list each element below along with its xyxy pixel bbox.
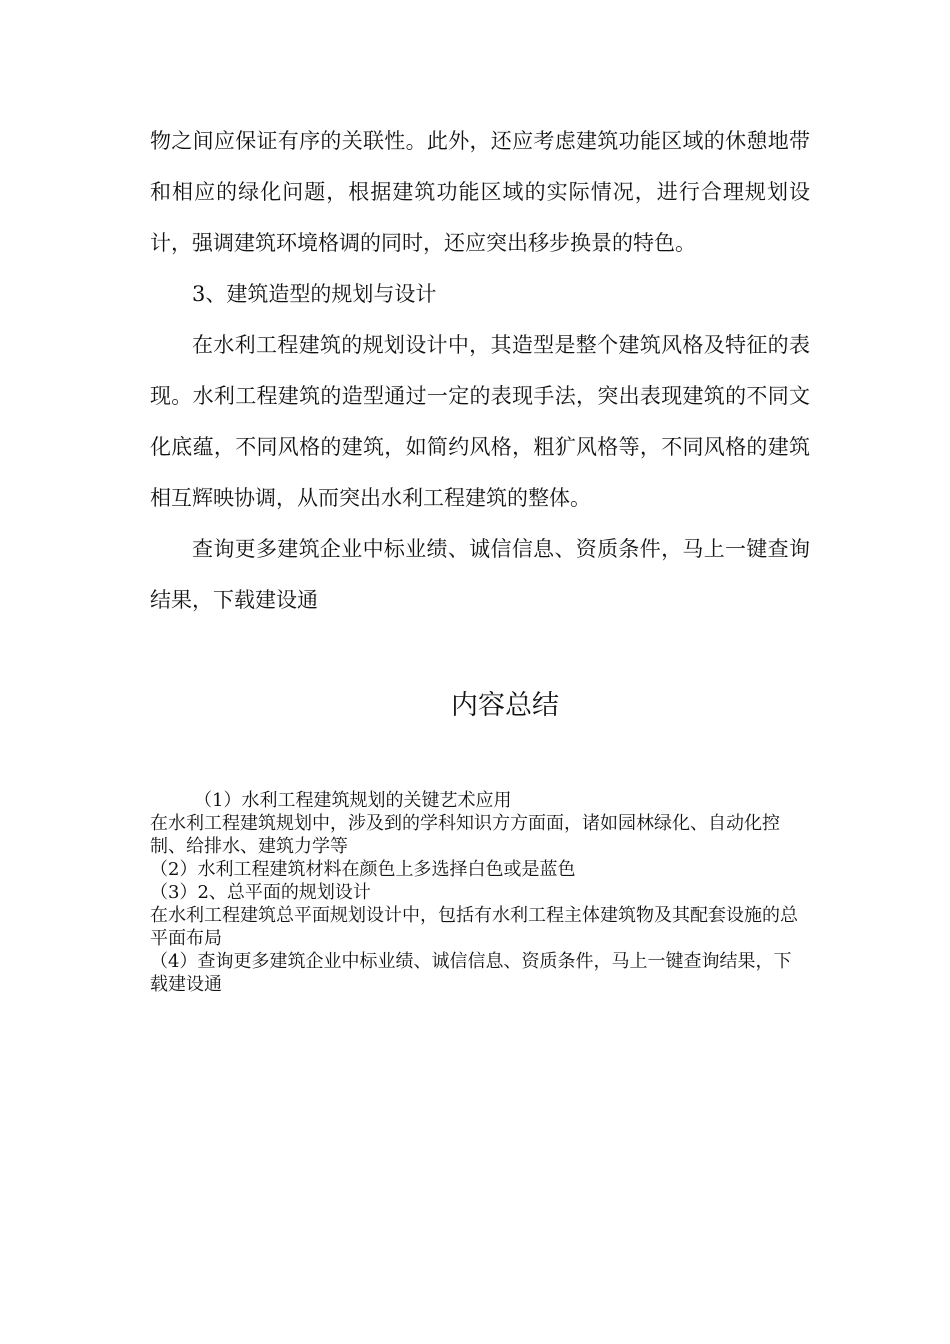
summary-item-4: （4）查询更多建筑企业中标业绩、诚信信息、资质条件，马上一键查询结果，下载建设通 [150, 951, 792, 995]
section-heading-architectural-form: 3、建筑造型的规划与设计 [192, 282, 437, 306]
summary-item-1-detail: 在水利工程建筑规划中，涉及到的学科知识方方面面，诸如园林绿化、自动化控制、给排水、建筑力学等 [150, 813, 780, 857]
summary-item-3: （3）2、总平面的规划设计 [150, 882, 371, 903]
paragraph-green-space: 物之间应保证有序的关联性。此外，还应考虑建筑功能区域的休憩地带和相应的绿化问题，根据建筑功能区域的实际情况，进行合理规划设计，强调建筑环境格调的同时，还应突出移步换景的特色。 [150, 129, 810, 255]
summary-title: 内容总结 [451, 690, 559, 721]
paragraph-query-promo: 查询更多建筑企业中标业绩、诚信信息、资质条件，马上一键查询结果，下载建设通 [150, 537, 810, 612]
summary-item-2: （2）水利工程建筑材料在颜色上多选择白色或是蓝色 [150, 859, 576, 880]
summary-item-3-detail: 在水利工程建筑总平面规划设计中，包括有水利工程主体建筑物及其配套设施的总平面布局 [150, 905, 798, 949]
summary-item-1: （1）水利工程建筑规划的关键艺术应用 [194, 790, 512, 811]
paragraph-architectural-form: 在水利工程建筑的规划设计中，其造型是整个建筑风格及特征的表现。水利工程建筑的造型通过一定的表现手法，突出表现建筑的不同文化底蕴，不同风格的建筑，如简约风格，粗犷风格等，不同风格的建筑相互辉映协调，从而突出水利工程建筑的整体。 [150, 333, 810, 510]
body-text [150, 116, 810, 626]
summary-list [150, 789, 800, 996]
